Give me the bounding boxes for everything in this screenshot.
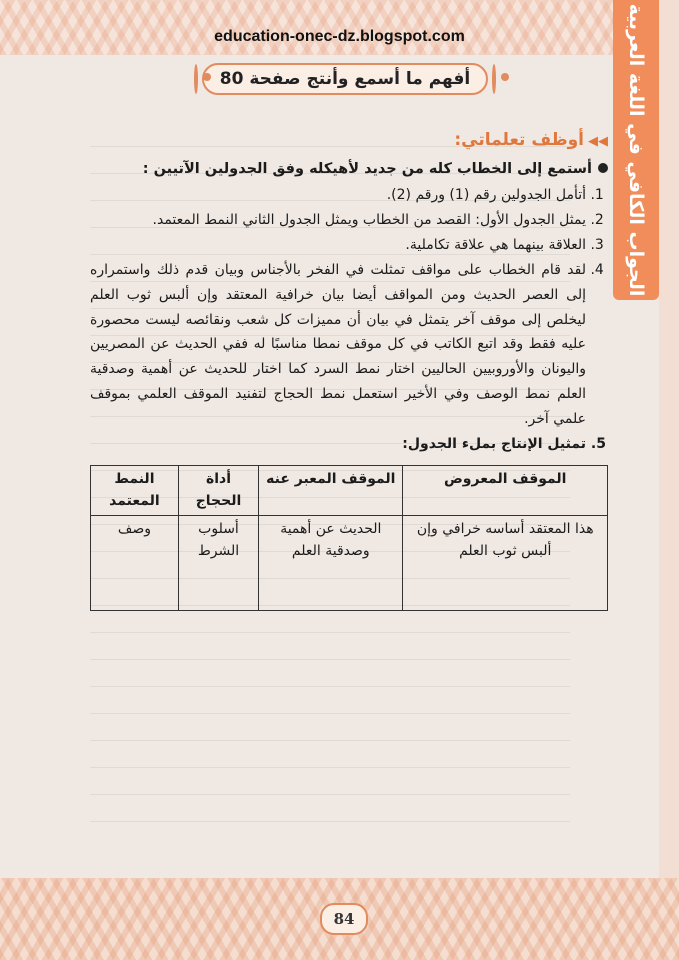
bullet-icon: [598, 163, 608, 173]
table-cell: وصف: [91, 515, 179, 610]
double-arrow-icon: ◀◀: [588, 134, 608, 149]
table-header: أداة الحجاج: [178, 466, 258, 516]
answer-table: [90, 465, 608, 611]
table-header: الموقف المعبر عنه: [259, 466, 403, 516]
list-item: 2. يمثل الجدول الأول: القصد من الخطاب ويمثل الجدول الثاني النمط المعتمد.: [90, 208, 586, 233]
table-header: الموقف المعروض: [403, 466, 608, 516]
side-tab-label: الجواب الكافي في اللغة العربية: [625, 3, 647, 297]
lesson-title-frame: [195, 60, 495, 98]
site-url: education-onec-dz.blogspot.com: [214, 28, 465, 45]
ornament-icon: [492, 64, 496, 94]
right-border-decoration: [659, 0, 679, 960]
table-row: [91, 515, 608, 610]
table-header-row: [91, 466, 608, 516]
answer-list: [90, 183, 608, 457]
table-cell: الحديث عن أهمية وصدقية العلم: [259, 515, 403, 610]
list-item: 5. تمثيل الإنتاج بملء الجدول:: [90, 432, 586, 457]
ornament-icon: [194, 64, 198, 94]
list-item: 4. لقد قام الخطاب على مواقف تمثلت في الفخر بالأجناس وبيان قدم ذلك واستمراره إلى العصر الحديث ومن المواقف أيضا بيان خرافية المعتقد وإن ألبس ثوب العلم ليخلص إلى موقف آخر يتمثل في بيان أن مميزات كل شعب ونقائصه ليست محصورة عليه فقط وقد اتبع الكاتب في كل موقف نمطا مناسبًا له ففي الحديث عن المصريين واليونان والأوروبيين الحاليين اختار نمط السرد كما اختار للحديث عن أهمية وصدقية العلم نمط الوصف وفي الأخير استعمل نمط الحجاج لتفنيد الموقف العلمي بموقف علمي آخر.: [90, 258, 586, 432]
section-heading: ◀◀أوظف تعلماتي:: [454, 130, 608, 150]
list-item: 1. أتأمل الجدولين رقم (1) ورقم (2).: [90, 183, 586, 208]
table-header: النمط المعتمد: [91, 466, 179, 516]
instruction: أستمع إلى الخطاب كله من جديد لأهيكله وفق الجدولين الآتيين :: [90, 157, 608, 183]
lesson-title: أفهم ما أسمع وأنتج صفحة 80: [202, 63, 488, 95]
page-content: [90, 125, 608, 611]
side-tab: [613, 0, 659, 300]
table-cell: أسلوب الشرط: [178, 515, 258, 610]
table-cell: هذا المعتقد أساسه خرافي وإن ألبس ثوب العلم: [403, 515, 608, 610]
page-number: 84: [320, 903, 368, 935]
list-item: 3. العلاقة بينهما هي علاقة تكاملية.: [90, 233, 586, 258]
